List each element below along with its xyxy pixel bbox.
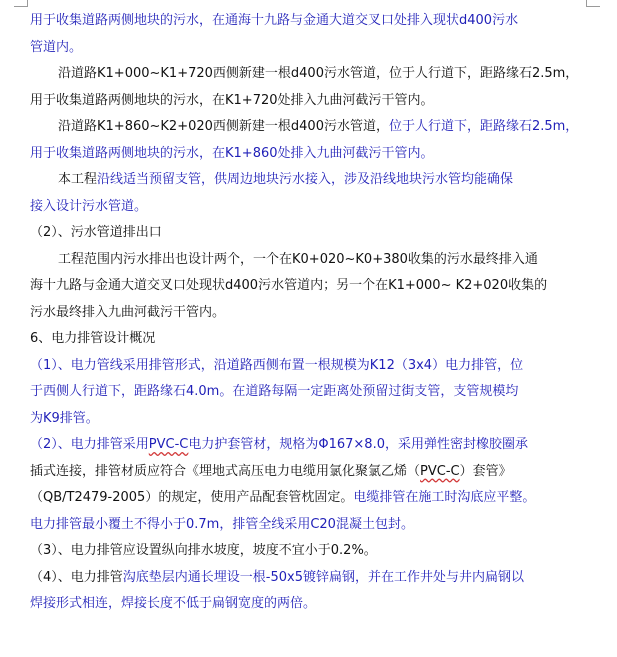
text-segment: PVC-C (420, 463, 460, 479)
text-line (30, 167, 590, 194)
text-segment: 管道内。 (30, 39, 83, 55)
text-segment: 在道路每隔一定距离处预留过街支管，支管规模均 (232, 384, 519, 399)
text-line (30, 353, 590, 380)
text-line (30, 141, 590, 168)
text-line (30, 459, 590, 486)
text-segment: （2）、电力排管采用 (30, 437, 149, 452)
text-segment: （4）、电力排管 (30, 569, 123, 585)
text-segment: （QB/T2479-2005）的规定，使用产品配套管枕固定。 (30, 490, 354, 505)
text-segment: 沿道路K1+000~K1+720西侧新建一根d400污水管道，位于人行道下，距路缘石2.5m， (58, 66, 579, 81)
text-segment: 接入设计污水管道。 (30, 198, 148, 214)
text-segment: 沿道路K1+860~K2+020西侧新建一根d400污水管道， (58, 119, 389, 134)
text-line (30, 379, 590, 406)
text-line (30, 88, 590, 115)
text-line (30, 432, 590, 459)
text-segment: 6、电力排管设计概况 (30, 331, 156, 346)
text-segment: 沿线适当预留支管，供周边地块污水接入，涉及沿线地块污水管均能确保 (97, 172, 514, 187)
text-line (30, 194, 590, 221)
text-line (30, 591, 590, 618)
text-segment: 用于收集道路两侧地块的污水，在K1+720处排入九曲河截污干管内。 (30, 92, 434, 108)
text-line (30, 512, 590, 539)
text-line (30, 61, 590, 88)
text-line (30, 247, 590, 274)
text-line (30, 565, 590, 592)
text-segment: 沟底垫层内通长埋设一根-50x5镀锌扁钢，并在工作井处与井内扁钢以 (122, 569, 524, 585)
text-line (30, 326, 590, 353)
text-segment: 位于人行道下，距路缘石2.5m， (388, 119, 579, 134)
text-segment: PVC-C (148, 437, 189, 452)
text-segment: 污水最终排入九曲河截污干管内。 (30, 304, 226, 320)
document-page[interactable] (30, 8, 590, 618)
text-line (30, 114, 590, 141)
text-segment: （3）、电力排管应设置纵向排水坡度，坡度不宜小于0.2%。 (30, 543, 377, 558)
text-line (30, 273, 590, 300)
text-line (30, 35, 590, 62)
text-line (30, 406, 590, 433)
text-segment: 海十九路与金通大道交叉口处现状d400污水管道内；另一个在K1+000~ K2+020收集的 (30, 278, 548, 293)
text-segment: 工程范围内污水排出也设计两个，一个在K0+020~K0+380收集的污水最终排入通 (58, 251, 538, 267)
text-segment: 于西侧人行道下，距路缘石4.0m。 (30, 384, 233, 399)
text-segment: 电力排管最小覆土不得小于0.7m，排管全线采用C20混凝土包封。 (30, 516, 414, 532)
text-segment: 电缆排管在施工时沟底应平整。 (353, 490, 536, 505)
text-segment: 插式连接，排管材质应符合《埋地式高压电力电缆用氯化聚氯乙烯（ (30, 463, 421, 479)
text-segment: 本工程 (58, 172, 98, 187)
text-segment: ）套管》 (459, 463, 512, 479)
text-segment: 用于收集道路两侧地块的污水，在通海十九路与金通大道交叉口处排入现状d400污水 (30, 13, 519, 28)
text-segment: 电力护套管材，规格为Φ167×8.0，采用弹性密封橡胶圈承 (188, 437, 528, 452)
text-line (30, 300, 590, 327)
text-segment: （2）、污水管道排出口 (30, 225, 162, 240)
text-segment: （1）、电力管线采用排管形式，沿道路西侧布置一根规模为K12（3x4）电力排管，位 (30, 357, 524, 373)
margin-corner-mark-right (586, 0, 600, 7)
margin-corner-mark-left (14, 0, 28, 7)
text-line (30, 220, 590, 247)
text-line (30, 485, 590, 512)
text-line (30, 538, 590, 565)
text-line (30, 8, 590, 35)
text-segment: 用于收集道路两侧地块的污水，在K1+860处排入九曲河截污干管内。 (30, 145, 434, 161)
text-segment: 焊接形式相连，焊接长度不低于扁钢宽度的两倍。 (30, 596, 317, 611)
text-segment: 为K9排管。 (30, 410, 99, 426)
